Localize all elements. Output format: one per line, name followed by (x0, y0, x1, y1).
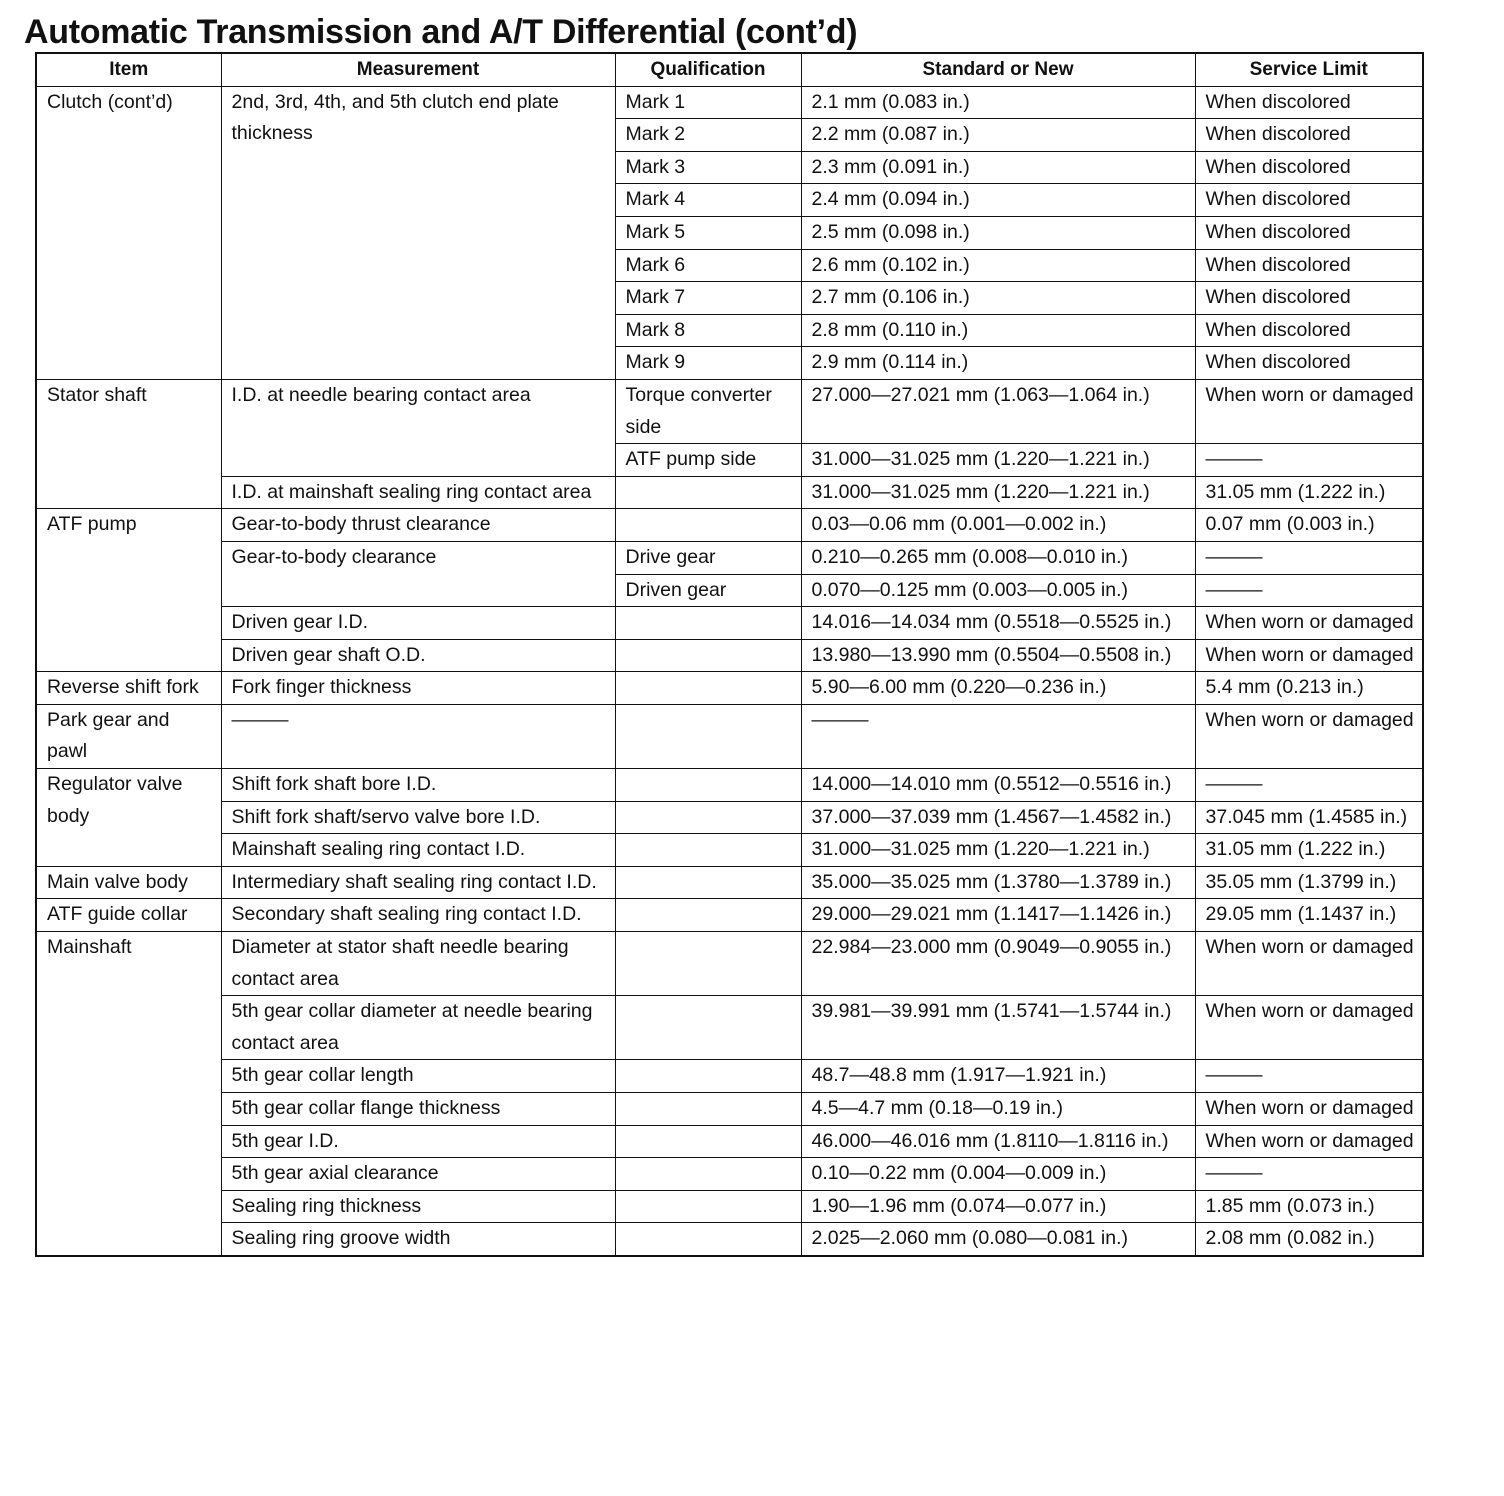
standard-cell: 0.210—0.265 mm (0.008—0.010 in.) (801, 541, 1195, 574)
table-row (36, 1125, 1423, 1158)
item-cell: Reverse shift fork (36, 672, 221, 705)
table-row (36, 541, 1423, 574)
service-limit-cell: When discolored (1195, 249, 1423, 282)
service-limit-cell: When discolored (1195, 151, 1423, 184)
service-limit-cell: When discolored (1195, 282, 1423, 315)
item-cell: Main valve body (36, 866, 221, 899)
service-limit-cell: 2.08 mm (0.082 in.) (1195, 1223, 1423, 1256)
item-cell: ATF pump (36, 509, 221, 672)
item-cell: ATF guide collar (36, 899, 221, 932)
service-limit-cell: ——— (1195, 541, 1423, 574)
measurement-cell: 5th gear collar diameter at needle bearing contact area (221, 996, 615, 1060)
measurement-cell: Fork finger thickness (221, 672, 615, 705)
measurement-cell: I.D. at needle bearing contact area (221, 379, 615, 476)
table-row (36, 899, 1423, 932)
header-standard: Standard or New (801, 53, 1195, 86)
measurement-cell: Sealing ring groove width (221, 1223, 615, 1256)
standard-cell: 2.8 mm (0.110 in.) (801, 314, 1195, 347)
qualification-cell: ATF pump side (615, 444, 801, 477)
qualification-cell (615, 866, 801, 899)
qualification-cell: Drive gear (615, 541, 801, 574)
service-limit-cell: When discolored (1195, 184, 1423, 217)
measurement-cell: Gear-to-body thrust clearance (221, 509, 615, 542)
header-item: Item (36, 53, 221, 86)
qualification-cell (615, 769, 801, 802)
service-limit-cell: 1.85 mm (0.073 in.) (1195, 1190, 1423, 1223)
table-row (36, 476, 1423, 509)
table-row (36, 86, 1423, 119)
service-limit-cell: When discolored (1195, 216, 1423, 249)
standard-cell: 2.9 mm (0.114 in.) (801, 347, 1195, 380)
table-row (36, 866, 1423, 899)
service-limit-cell: ——— (1195, 1060, 1423, 1093)
qualification-cell: Mark 5 (615, 216, 801, 249)
qualification-cell (615, 996, 801, 1060)
measurement-cell: Driven gear I.D. (221, 607, 615, 640)
item-cell: Park gear and pawl (36, 704, 221, 768)
service-limit-cell: When discolored (1195, 86, 1423, 119)
service-limit-cell: 37.045 mm (1.4585 in.) (1195, 801, 1423, 834)
standard-cell: 0.03—0.06 mm (0.001—0.002 in.) (801, 509, 1195, 542)
standard-cell: 2.6 mm (0.102 in.) (801, 249, 1195, 282)
service-limit-cell: ——— (1195, 444, 1423, 477)
service-limit-cell: When worn or damaged (1195, 704, 1423, 768)
measurement-cell: Mainshaft sealing ring contact I.D. (221, 834, 615, 867)
table-row (36, 639, 1423, 672)
qualification-cell (615, 509, 801, 542)
qualification-cell (615, 1190, 801, 1223)
measurement-cell: 2nd, 3rd, 4th, and 5th clutch end plate thickness (221, 86, 615, 379)
qualification-cell (615, 1223, 801, 1256)
qualification-cell: Mark 3 (615, 151, 801, 184)
header-service-limit: Service Limit (1195, 53, 1423, 86)
standard-cell: 14.000—14.010 mm (0.5512—0.5516 in.) (801, 769, 1195, 802)
table-row (36, 509, 1423, 542)
spec-table (35, 52, 1424, 1257)
service-limit-cell: When discolored (1195, 314, 1423, 347)
service-limit-cell: When discolored (1195, 347, 1423, 380)
standard-cell: 13.980—13.990 mm (0.5504—0.5508 in.) (801, 639, 1195, 672)
qualification-cell (615, 476, 801, 509)
header-measurement: Measurement (221, 53, 615, 86)
table-row (36, 704, 1423, 768)
standard-cell: 48.7—48.8 mm (1.917—1.921 in.) (801, 1060, 1195, 1093)
service-limit-cell: When worn or damaged (1195, 932, 1423, 996)
standard-cell: 2.4 mm (0.094 in.) (801, 184, 1195, 217)
table-row (36, 1093, 1423, 1126)
standard-cell: 31.000—31.025 mm (1.220—1.221 in.) (801, 476, 1195, 509)
measurement-cell: Diameter at stator shaft needle bearing contact area (221, 932, 615, 996)
qualification-cell: Mark 2 (615, 119, 801, 152)
measurement-cell: Secondary shaft sealing ring contact I.D. (221, 899, 615, 932)
header-qualification: Qualification (615, 53, 801, 86)
service-limit-cell: ——— (1195, 769, 1423, 802)
standard-cell: 1.90—1.96 mm (0.074—0.077 in.) (801, 1190, 1195, 1223)
qualification-cell (615, 672, 801, 705)
standard-cell: 27.000—27.021 mm (1.063—1.064 in.) (801, 379, 1195, 443)
table-row (36, 607, 1423, 640)
measurement-cell: 5th gear axial clearance (221, 1158, 615, 1191)
standard-cell: 37.000—37.039 mm (1.4567—1.4582 in.) (801, 801, 1195, 834)
measurement-cell: Gear-to-body clearance (221, 541, 615, 606)
measurement-cell: Shift fork shaft bore I.D. (221, 769, 615, 802)
standard-cell: 0.070—0.125 mm (0.003—0.005 in.) (801, 574, 1195, 607)
service-limit-cell: 0.07 mm (0.003 in.) (1195, 509, 1423, 542)
table-row (36, 379, 1423, 443)
standard-cell: 31.000—31.025 mm (1.220—1.221 in.) (801, 444, 1195, 477)
standard-cell: 29.000—29.021 mm (1.1417—1.1426 in.) (801, 899, 1195, 932)
standard-cell: 46.000—46.016 mm (1.8110—1.8116 in.) (801, 1125, 1195, 1158)
table-row (36, 769, 1423, 802)
standard-cell: 22.984—23.000 mm (0.9049—0.9055 in.) (801, 932, 1195, 996)
measurement-cell: I.D. at mainshaft sealing ring contact area (221, 476, 615, 509)
standard-cell: 4.5—4.7 mm (0.18—0.19 in.) (801, 1093, 1195, 1126)
item-cell: Stator shaft (36, 379, 221, 508)
service-limit-cell: 35.05 mm (1.3799 in.) (1195, 866, 1423, 899)
measurement-cell: Sealing ring thickness (221, 1190, 615, 1223)
service-limit-cell: 31.05 mm (1.222 in.) (1195, 834, 1423, 867)
standard-cell: 2.2 mm (0.087 in.) (801, 119, 1195, 152)
qualification-cell: Mark 7 (615, 282, 801, 315)
qualification-cell: Torque converter side (615, 379, 801, 443)
qualification-cell (615, 801, 801, 834)
standard-cell: 2.025—2.060 mm (0.080—0.081 in.) (801, 1223, 1195, 1256)
qualification-cell: Mark 1 (615, 86, 801, 119)
measurement-cell: Driven gear shaft O.D. (221, 639, 615, 672)
measurement-cell: Shift fork shaft/servo valve bore I.D. (221, 801, 615, 834)
standard-cell: 31.000—31.025 mm (1.220—1.221 in.) (801, 834, 1195, 867)
service-limit-cell: When worn or damaged (1195, 607, 1423, 640)
qualification-cell: Mark 6 (615, 249, 801, 282)
measurement-cell: 5th gear collar length (221, 1060, 615, 1093)
measurement-cell: 5th gear I.D. (221, 1125, 615, 1158)
item-cell: Clutch (cont’d) (36, 86, 221, 379)
qualification-cell (615, 932, 801, 996)
item-cell: Regulator valve body (36, 769, 221, 867)
service-limit-cell: 29.05 mm (1.1437 in.) (1195, 899, 1423, 932)
qualification-cell (615, 704, 801, 768)
qualification-cell (615, 639, 801, 672)
standard-cell: 5.90—6.00 mm (0.220—0.236 in.) (801, 672, 1195, 705)
table-row (36, 834, 1423, 867)
standard-cell: 2.3 mm (0.091 in.) (801, 151, 1195, 184)
measurement-cell: Intermediary shaft sealing ring contact I.D. (221, 866, 615, 899)
service-limit-cell: 5.4 mm (0.213 in.) (1195, 672, 1423, 705)
measurement-cell: 5th gear collar flange thickness (221, 1093, 615, 1126)
table-row (36, 801, 1423, 834)
table-row (36, 932, 1423, 996)
standard-cell: 2.7 mm (0.106 in.) (801, 282, 1195, 315)
table-row (36, 1158, 1423, 1191)
page-title: Automatic Transmission and A/T Differential (cont’d) (24, 13, 858, 51)
qualification-cell (615, 834, 801, 867)
qualification-cell (615, 1158, 801, 1191)
service-limit-cell: When worn or damaged (1195, 996, 1423, 1060)
service-limit-cell: When worn or damaged (1195, 639, 1423, 672)
qualification-cell: Mark 8 (615, 314, 801, 347)
measurement-cell: ——— (221, 704, 615, 768)
table-row (36, 1190, 1423, 1223)
qualification-cell: Driven gear (615, 574, 801, 607)
qualification-cell: Mark 9 (615, 347, 801, 380)
service-limit-cell: When discolored (1195, 119, 1423, 152)
header-row (36, 53, 1423, 86)
qualification-cell (615, 1060, 801, 1093)
service-limit-cell: ——— (1195, 1158, 1423, 1191)
qualification-cell (615, 607, 801, 640)
standard-cell: ——— (801, 704, 1195, 768)
standard-cell: 2.5 mm (0.098 in.) (801, 216, 1195, 249)
table-row (36, 672, 1423, 705)
standard-cell: 39.981—39.991 mm (1.5741—1.5744 in.) (801, 996, 1195, 1060)
service-limit-cell: When worn or damaged (1195, 379, 1423, 443)
service-limit-cell: When worn or damaged (1195, 1093, 1423, 1126)
service-limit-cell: 31.05 mm (1.222 in.) (1195, 476, 1423, 509)
table-row (36, 1060, 1423, 1093)
standard-cell: 14.016—14.034 mm (0.5518—0.5525 in.) (801, 607, 1195, 640)
table-row (36, 1223, 1423, 1256)
table-row (36, 996, 1423, 1060)
item-cell: Mainshaft (36, 932, 221, 1256)
standard-cell: 0.10—0.22 mm (0.004—0.009 in.) (801, 1158, 1195, 1191)
service-limit-cell: ——— (1195, 574, 1423, 607)
service-limit-cell: When worn or damaged (1195, 1125, 1423, 1158)
standard-cell: 35.000—35.025 mm (1.3780—1.3789 in.) (801, 866, 1195, 899)
standard-cell: 2.1 mm (0.083 in.) (801, 86, 1195, 119)
qualification-cell (615, 899, 801, 932)
qualification-cell: Mark 4 (615, 184, 801, 217)
qualification-cell (615, 1093, 801, 1126)
qualification-cell (615, 1125, 801, 1158)
